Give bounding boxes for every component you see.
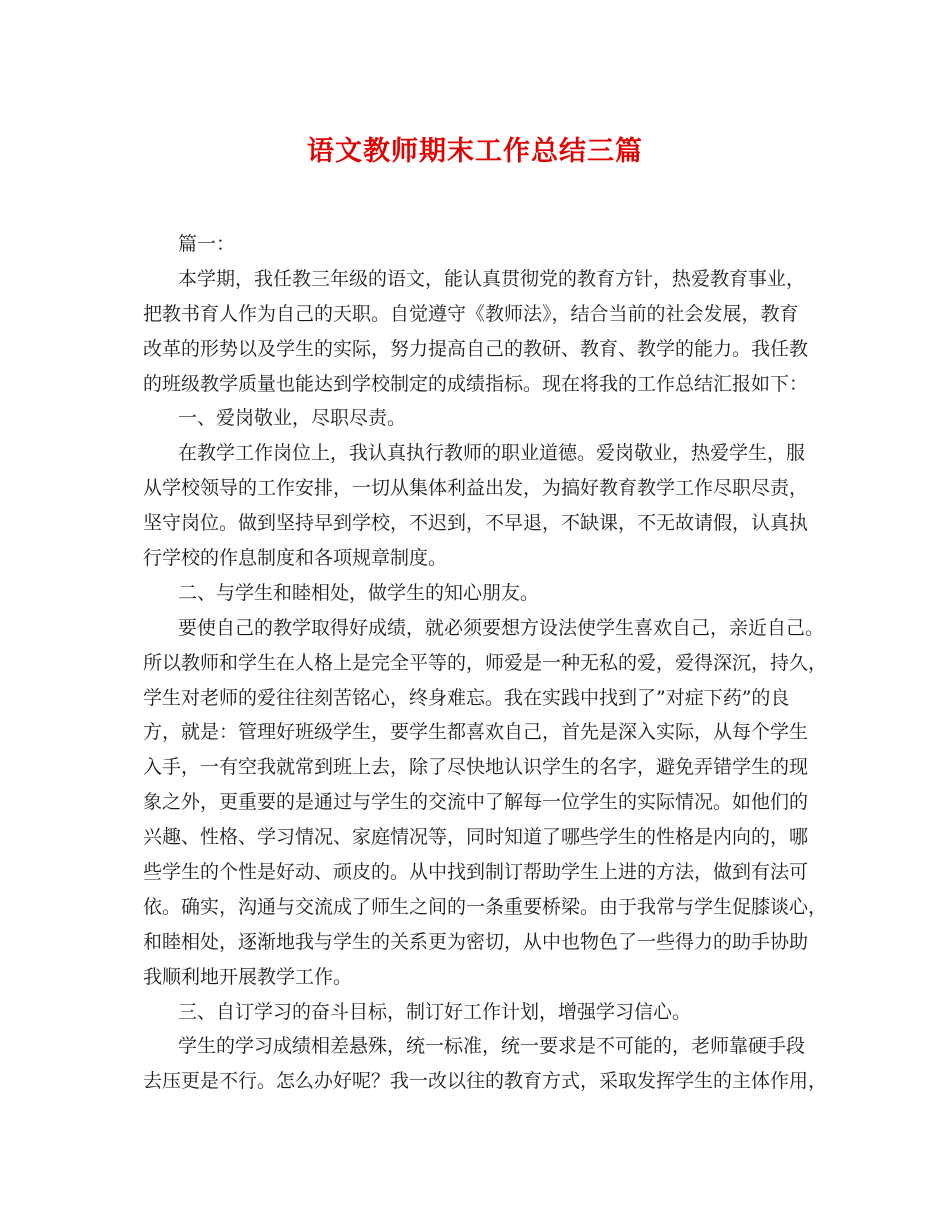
body-line: 方，就是：管理好班级学生，要学生都喜欢自己，首先是深入实际，从每个学生 [143, 721, 809, 744]
body-line: 的班级教学质量也能达到学校制定的成绩指标。现在将我的工作总结汇报如下： [143, 372, 809, 395]
body-line: 去压更是不行。怎么办好呢？我一改以往的教育方式，采取发挥学生的主体作用， [143, 1070, 828, 1093]
body-line: 在教学工作岗位上，我认真执行教师的职业道德。爱岗敬业，热爱学生，服 [178, 442, 806, 465]
document-title: 语文教师期末工作总结三篇 [307, 136, 643, 167]
body-line: 入手，一有空我就常到班上去，除了尽快地认识学生的名字，避免弄错学生的现 [143, 756, 809, 779]
body-line: 我顺利地开展教学工作。 [143, 965, 353, 988]
body-line: 学生对老师的爱往往刻苦铭心，终身难忘。我在实践中找到了”对症下药”的良 [143, 686, 790, 709]
body-line: 象之外，更重要的是通过与学生的交流中了解每一位学生的实际情况。如他们的 [143, 791, 809, 814]
body-line: 一、爱岗敬业，尽职尽责。 [178, 407, 407, 430]
body-line: 坚守岗位。做到坚持早到学校，不迟到，不早退，不缺课，不无故请假，认真执 [143, 512, 809, 535]
body-line: 三、自订学习的奋斗目标，制订好工作计划，增强学习信心。 [178, 1000, 692, 1023]
body-line: 些学生的个性是好动、顽皮的。从中找到制订帮助学生上进的方法，做到有法可 [143, 861, 809, 884]
body-line: 改革的形势以及学生的实际，努力提高自己的教研、教育、教学的能力。我任教 [143, 337, 809, 360]
body-line: 学生的学习成绩相差悬殊，统一标准，统一要求是不可能的，老师靠硬手段 [178, 1035, 806, 1058]
body-line: 依。确实，沟通与交流成了师生之间的一条重要桥梁。由于我常与学生促膝谈心， [143, 895, 828, 918]
body-line: 篇一： [178, 233, 236, 255]
body-line: 二、与学生和睦相处，做学生的知心朋友。 [178, 581, 540, 604]
body-line: 把教书育人作为自己的天职。自觉遵守《教师法》，结合当前的社会发展，教育 [143, 302, 799, 325]
body-line: 行学校的作息制度和各项规章制度。 [143, 547, 448, 570]
document-body [143, 227, 828, 1099]
body-line: 兴趣、性格、学习情况、家庭情况等，同时知道了哪些学生的性格是内向的，哪 [143, 826, 809, 849]
body-line: 本学期，我任教三年级的语文，能认真贯彻党的教育方针，热爱教育事业， [178, 267, 806, 290]
body-line: 从学校领导的工作安排，一切从集体利益出发，为搞好教育教学工作尽职尽责， [143, 477, 809, 500]
body-line: 所以教师和学生在人格上是完全平等的，师爱是一种无私的爱，爱得深沉，持久， [143, 651, 828, 674]
body-line: 和睦相处，逐渐地我与学生的关系更为密切，从中也物色了一些得力的助手协助 [143, 930, 809, 953]
body-line: 要使自己的教学取得好成绩，就必须要想方设法使学生喜欢自己，亲近自己。 [178, 616, 825, 639]
